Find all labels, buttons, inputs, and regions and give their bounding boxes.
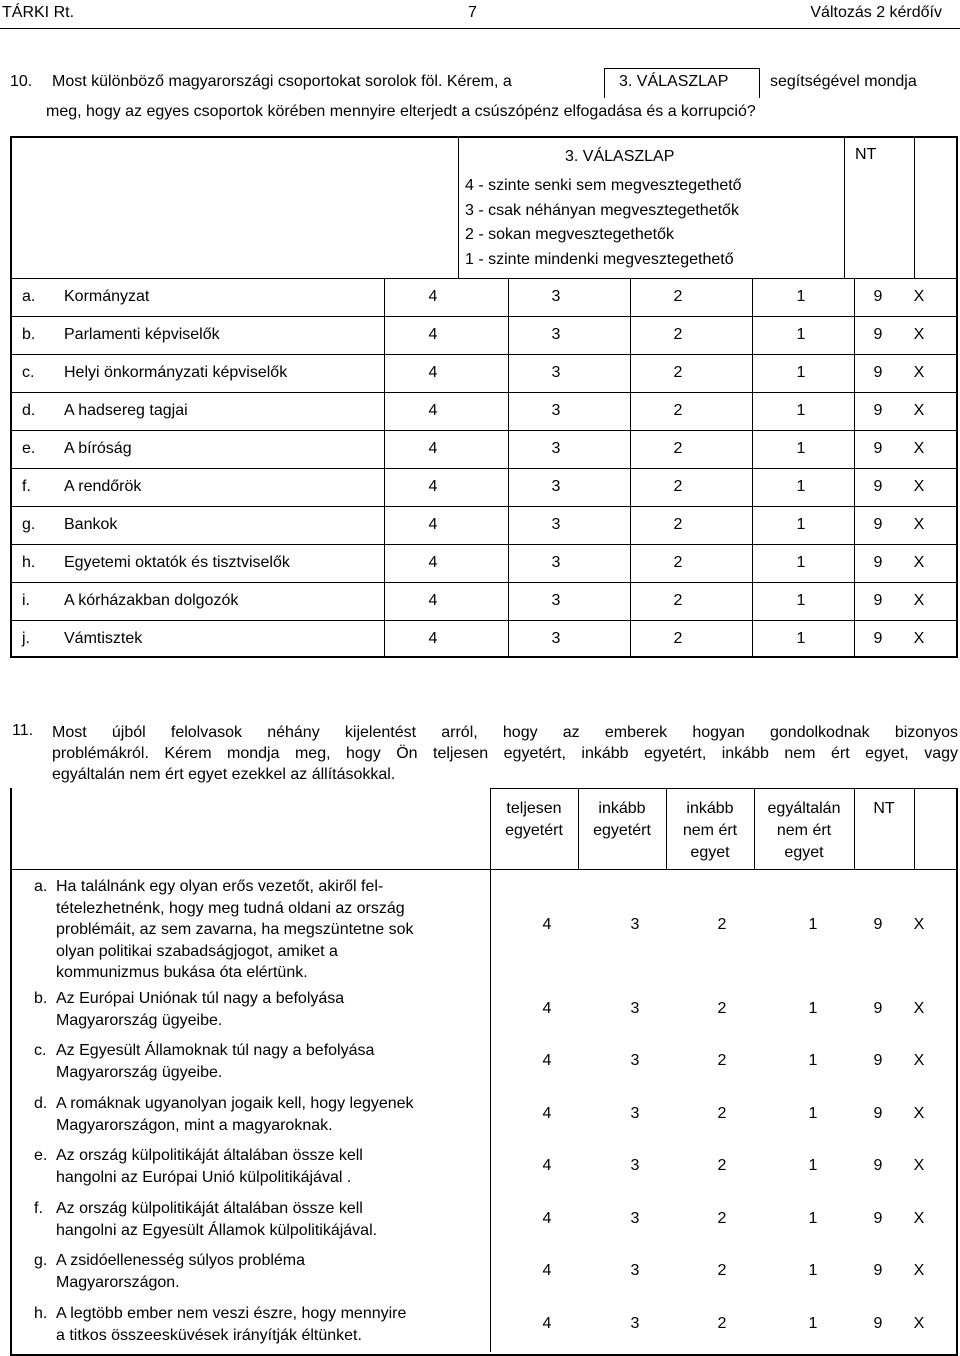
- q11-code-2[interactable]: 2: [717, 1000, 727, 1017]
- col-header-strongly-disagree: [754, 798, 854, 864]
- q11-code-x[interactable]: X: [913, 1105, 925, 1122]
- q11-statement: [34, 1093, 484, 1136]
- page-number: 7: [468, 4, 477, 21]
- row-line: [12, 316, 956, 317]
- q10-row-label: A kórházakban dolgozók: [64, 592, 239, 609]
- q10-row-label: Egyetemi oktatók és tisztviselők: [64, 554, 290, 571]
- q10-code-1[interactable]: 1: [796, 478, 806, 495]
- row-line: [12, 506, 956, 507]
- nt-left-border: [844, 138, 845, 278]
- row-line: [12, 582, 956, 583]
- q10-code-9[interactable]: 9: [873, 364, 883, 381]
- q11-code-3[interactable]: 3: [630, 1105, 640, 1122]
- col-header-line: inkább: [598, 800, 646, 817]
- q10-card-label: 3. VÁLASZLAP: [619, 73, 729, 90]
- q10-row-letter: g.: [22, 516, 36, 533]
- q10-row-label: Kormányzat: [64, 288, 150, 305]
- q10-code-3[interactable]: 3: [551, 288, 561, 305]
- col-header-disagree: [666, 798, 754, 864]
- q11-statement: [34, 1145, 484, 1188]
- q10-code-3[interactable]: 3: [551, 402, 561, 419]
- q11-table: [10, 788, 958, 1356]
- q10-text-line1: Most különböző magyarországi csoportokat sorolok föl. Kérem, a: [52, 73, 512, 90]
- col-header-agree: [578, 798, 666, 842]
- q10-code-3[interactable]: 3: [551, 592, 561, 609]
- q11-code-4[interactable]: 4: [542, 1262, 552, 1279]
- q11-code-9[interactable]: 9: [873, 1157, 883, 1174]
- q11-statement-line: Magyarország ügyeibe.: [56, 1063, 223, 1081]
- q11-code-4[interactable]: 4: [542, 1105, 552, 1122]
- q11-statement-letter: d.: [34, 1095, 48, 1112]
- q10-code-x[interactable]: X: [913, 326, 925, 343]
- q10-card-box: [604, 68, 760, 98]
- col-header-line: NT: [873, 800, 895, 817]
- q10-row-label: A rendőrök: [64, 478, 142, 495]
- q11-code-2[interactable]: 2: [717, 1315, 727, 1332]
- q10-row-letter: e.: [22, 440, 36, 457]
- q10-code-1[interactable]: 1: [796, 440, 806, 457]
- q11-statement-letter: g.: [34, 1252, 48, 1269]
- q10-code-9[interactable]: 9: [873, 592, 883, 609]
- col-line: [752, 278, 753, 656]
- q11-code-x[interactable]: X: [913, 916, 925, 933]
- q10-row-letter: a.: [22, 288, 36, 305]
- q11-code-1[interactable]: 1: [808, 1105, 818, 1122]
- q11-code-2[interactable]: 2: [717, 1210, 727, 1227]
- legend-line-4: 4 - szinte senki sem megvesztegethető: [465, 177, 742, 194]
- row-line: [12, 430, 956, 431]
- q11-code-1[interactable]: 1: [808, 1315, 818, 1332]
- q11-statement: [34, 1040, 484, 1083]
- q10-row-label: Vámtisztek: [64, 630, 143, 647]
- q11-code-9[interactable]: 9: [873, 916, 883, 933]
- legend-line-2: 2 - sokan megvesztegethetők: [465, 226, 675, 243]
- q11-code-3[interactable]: 3: [630, 1262, 640, 1279]
- q11-code-1[interactable]: 1: [808, 1262, 818, 1279]
- q10-code-1[interactable]: 1: [796, 630, 806, 647]
- q10-code-1[interactable]: 1: [796, 592, 806, 609]
- q10-code-4[interactable]: 4: [428, 478, 438, 495]
- q11-code-4[interactable]: 4: [542, 916, 552, 933]
- q10-code-4[interactable]: 4: [428, 554, 438, 571]
- q11-number: 11.: [12, 722, 34, 739]
- q11-statement-line: hangolni az Európai Unió külpolitikájával .: [56, 1168, 352, 1186]
- q10-code-2[interactable]: 2: [673, 364, 683, 381]
- q10-code-4[interactable]: 4: [428, 592, 438, 609]
- legend-title: 3. VÁLASZLAP: [565, 148, 675, 165]
- q10-row-label: Helyi önkormányzati képviselők: [64, 364, 288, 381]
- q11-statement-line: Az Európai Uniónak túl nagy a befolyása: [56, 990, 345, 1007]
- q10-code-9[interactable]: 9: [873, 402, 883, 419]
- q11-text-line2: problémákról. Kérem mondja meg, hogy Ön teljesen egyetért, inkább egyetért, inkább nem ért egyet, vagy: [52, 745, 958, 762]
- q11-code-1[interactable]: 1: [808, 1052, 818, 1069]
- legend-nt: NT: [855, 146, 877, 163]
- q11-text-line3: egyáltalán nem ért egyet ezekkel az állításokkal.: [52, 766, 396, 783]
- q10-row-letter: b.: [22, 326, 36, 343]
- col-line: [914, 788, 915, 869]
- q10-number: 10.: [10, 73, 33, 90]
- q11-code-2[interactable]: 2: [717, 1157, 727, 1174]
- q10-row-letter: h.: [22, 554, 36, 571]
- q10-code-3[interactable]: 3: [551, 478, 561, 495]
- q11-statement-line: A zsidóellenesség súlyos probléma: [56, 1252, 306, 1269]
- q11-text-line1: Most újból felolvasok néhány kijelentést arról, hogy az emberek hogyan gondolkodnak bizonyos: [52, 724, 958, 741]
- row-line: [12, 392, 956, 393]
- col-line: [854, 278, 855, 656]
- q11-code-3[interactable]: 3: [630, 1315, 640, 1332]
- q11-code-x[interactable]: X: [913, 1157, 925, 1174]
- col-header-line: inkább: [686, 800, 734, 817]
- q11-code-4[interactable]: 4: [542, 1315, 552, 1332]
- q10-code-4[interactable]: 4: [428, 630, 438, 647]
- q11-statement-line: A romáknak ugyanolyan jogaik kell, hogy legyenek: [56, 1095, 414, 1112]
- q10-code-x[interactable]: X: [913, 288, 925, 305]
- q10-code-9[interactable]: 9: [873, 440, 883, 457]
- q11-code-3[interactable]: 3: [630, 916, 640, 933]
- q10-code-9[interactable]: 9: [873, 326, 883, 343]
- q10-code-4[interactable]: 4: [428, 364, 438, 381]
- q11-statement-line: kommunizmus bukása óta elértünk.: [56, 964, 308, 981]
- q11-code-4[interactable]: 4: [542, 1000, 552, 1017]
- q11-code-2[interactable]: 2: [717, 1105, 727, 1122]
- q11-code-9[interactable]: 9: [873, 1315, 883, 1332]
- q10-row-label: A bíróság: [64, 440, 132, 457]
- q10-code-1[interactable]: 1: [796, 554, 806, 571]
- q10-code-2[interactable]: 2: [673, 516, 683, 533]
- q10-code-4[interactable]: 4: [428, 440, 438, 457]
- q11-statement-line: problémáit, az sem zavarna, ha megszüntetne sok: [56, 921, 414, 938]
- q11-code-4[interactable]: 4: [542, 1210, 552, 1227]
- q10-code-1[interactable]: 1: [796, 516, 806, 533]
- q11-code-4[interactable]: 4: [542, 1157, 552, 1174]
- q11-code-9[interactable]: 9: [873, 1262, 883, 1279]
- q11-statement-letter: h.: [34, 1305, 48, 1322]
- header-right: Változás 2 kérdőív: [810, 4, 942, 21]
- q11-code-2[interactable]: 2: [717, 916, 727, 933]
- q11-code-3[interactable]: 3: [630, 1210, 640, 1227]
- q11-statement: [34, 1303, 484, 1346]
- q11-code-3[interactable]: 3: [630, 1000, 640, 1017]
- q10-row-letter: i.: [22, 592, 30, 609]
- header-bottom-border: [12, 869, 956, 870]
- legend-line-3: 3 - csak néhányan megvesztegethetők: [465, 202, 739, 219]
- q10-code-1[interactable]: 1: [796, 326, 806, 343]
- q11-text: [52, 722, 958, 785]
- q10-row-letter: d.: [22, 402, 36, 419]
- col-line: [384, 278, 385, 656]
- q10-code-9[interactable]: 9: [873, 478, 883, 495]
- q11-code-2[interactable]: 2: [717, 1262, 727, 1279]
- q10-code-2[interactable]: 2: [673, 440, 683, 457]
- col-header-line: egyetért: [505, 822, 563, 839]
- q10-code-2[interactable]: 2: [673, 592, 683, 609]
- q10-code-3[interactable]: 3: [551, 326, 561, 343]
- q11-code-3[interactable]: 3: [630, 1052, 640, 1069]
- q11-statement-line: Magyarországon.: [56, 1273, 180, 1291]
- q10-code-9[interactable]: 9: [873, 630, 883, 647]
- q11-statement-line: hangolni az Egyesült Államok külpolitikájával.: [56, 1221, 378, 1239]
- statements-right-border: [490, 788, 491, 1352]
- q10-code-3[interactable]: 3: [551, 440, 561, 457]
- q11-statement-line: Az ország külpolitikáját általában össze kell: [56, 1147, 363, 1164]
- q11-statement-letter: e.: [34, 1147, 48, 1164]
- q11-code-x[interactable]: X: [913, 1000, 925, 1017]
- col-line: [508, 278, 509, 656]
- q10-row-label: A hadsereg tagjai: [64, 402, 188, 419]
- q11-code-2[interactable]: 2: [717, 1052, 727, 1069]
- q10-code-2[interactable]: 2: [673, 478, 683, 495]
- col-header-strongly-agree: [490, 798, 578, 842]
- q11-code-1[interactable]: 1: [808, 1000, 818, 1017]
- q10-code-4[interactable]: 4: [428, 326, 438, 343]
- q10-code-9[interactable]: 9: [873, 554, 883, 571]
- header-left: TÁRKI Rt.: [2, 4, 75, 21]
- q10-code-9[interactable]: 9: [873, 288, 883, 305]
- q10-code-3[interactable]: 3: [551, 554, 561, 571]
- q11-statement-line: Az Egyesült Államoknak túl nagy a befolyása: [56, 1042, 375, 1059]
- col-header-line: egyáltalán: [767, 800, 841, 817]
- col-header-line: egyet: [784, 844, 824, 861]
- q10-row-letter: f.: [22, 478, 31, 495]
- q10-code-x[interactable]: X: [913, 630, 925, 647]
- q10-code-2[interactable]: 2: [673, 402, 683, 419]
- q11-statement: [34, 876, 484, 984]
- q11-code-1[interactable]: 1: [808, 1210, 818, 1227]
- q10-code-4[interactable]: 4: [428, 288, 438, 305]
- q10-code-4[interactable]: 4: [428, 516, 438, 533]
- q11-statement: [34, 988, 484, 1031]
- q10-code-1[interactable]: 1: [796, 364, 806, 381]
- q11-code-1[interactable]: 1: [808, 1157, 818, 1174]
- q10-code-x[interactable]: X: [913, 516, 925, 533]
- q10-code-2[interactable]: 2: [673, 288, 683, 305]
- col-header-line: egyetért: [593, 822, 651, 839]
- col-header-line: egyet: [690, 844, 730, 861]
- q10-row-letter: c.: [22, 364, 35, 381]
- q11-code-x[interactable]: X: [913, 1052, 925, 1069]
- q10-code-3[interactable]: 3: [551, 516, 561, 533]
- q10-code-3[interactable]: 3: [551, 630, 561, 647]
- q11-statement-letter: a.: [34, 878, 48, 895]
- q11-code-9[interactable]: 9: [873, 1000, 883, 1017]
- header-top-border: [490, 788, 956, 789]
- q11-code-9[interactable]: 9: [873, 1210, 883, 1227]
- q10-code-x[interactable]: X: [913, 440, 925, 457]
- q11-code-4[interactable]: 4: [542, 1052, 552, 1069]
- q10-row-letter: j.: [22, 630, 30, 647]
- q11-code-1[interactable]: 1: [808, 916, 818, 933]
- col-header-line: nem ért: [682, 822, 738, 839]
- q10-code-2[interactable]: 2: [673, 630, 683, 647]
- legend-bottom-border: [12, 278, 956, 279]
- q11-statement-line: Magyarország ügyeibe.: [56, 1011, 223, 1029]
- q10-code-2[interactable]: 2: [673, 326, 683, 343]
- q10-code-x[interactable]: X: [913, 592, 925, 609]
- q10-table: [10, 136, 958, 658]
- q11-statement-letter: b.: [34, 990, 48, 1007]
- q10-code-2[interactable]: 2: [673, 554, 683, 571]
- col-header-line: nem ért: [776, 822, 832, 839]
- row-line: [12, 544, 956, 545]
- header-divider: [0, 28, 960, 29]
- q10-text-line1-end: segítségével mondja: [770, 73, 917, 90]
- row-line: [12, 354, 956, 355]
- q11-statement-letter: f.: [34, 1200, 43, 1217]
- q11-code-x[interactable]: X: [913, 1262, 925, 1279]
- q11-code-x[interactable]: X: [913, 1210, 925, 1227]
- q10-code-4[interactable]: 4: [428, 402, 438, 419]
- q11-code-3[interactable]: 3: [630, 1157, 640, 1174]
- q11-statement-line: a titkos összeesküvések irányítják éltünket.: [56, 1326, 362, 1344]
- q10-code-9[interactable]: 9: [873, 516, 883, 533]
- q10-code-1[interactable]: 1: [796, 288, 806, 305]
- q10-text-line2: meg, hogy az egyes csoportok körében mennyire elterjedt a csúszópénz elfogadása és a korrupció?: [46, 103, 756, 120]
- q10-code-x[interactable]: X: [913, 364, 925, 381]
- q11-code-9[interactable]: 9: [873, 1105, 883, 1122]
- q11-code-9[interactable]: 9: [873, 1052, 883, 1069]
- col-header-line: teljesen: [506, 800, 562, 817]
- q10-code-x[interactable]: X: [913, 402, 925, 419]
- q11-statement-line: Az ország külpolitikáját általában össze kell: [56, 1200, 363, 1217]
- q11-statement-line: A legtöbb ember nem veszi észre, hogy mennyire: [56, 1305, 407, 1322]
- col-header-nt: [854, 798, 914, 820]
- q10-code-x[interactable]: X: [913, 554, 925, 571]
- q11-statement-line: Magyarországon, mint a magyaroknak.: [56, 1116, 333, 1134]
- q11-code-x[interactable]: X: [913, 1315, 925, 1332]
- row-line: [12, 620, 956, 621]
- row-line: [12, 468, 956, 469]
- q11-statement: [34, 1250, 484, 1293]
- q10-row-label: Bankok: [64, 516, 118, 533]
- q11-statement-line: olyan politikai szabadságjogot, amiket a: [56, 942, 338, 960]
- q10-code-3[interactable]: 3: [551, 364, 561, 381]
- q10-code-1[interactable]: 1: [796, 402, 806, 419]
- q11-statement-letter: c.: [34, 1042, 47, 1059]
- q11-statement: [34, 1198, 484, 1241]
- col-line: [630, 278, 631, 656]
- q10-row-label: Parlamenti képviselők: [64, 326, 220, 343]
- q11-statement-line: Ha találnánk egy olyan erős vezetőt, akiről fel-: [56, 878, 384, 895]
- legend-left-border: [458, 138, 459, 278]
- q11-statement-line: tételezhetnénk, hogy meg tudná oldani az ország: [56, 899, 405, 917]
- legend-line-1: 1 - szinte mindenki megvesztegethető: [465, 251, 734, 268]
- nt-right-border: [914, 138, 915, 278]
- q10-code-x[interactable]: X: [913, 478, 925, 495]
